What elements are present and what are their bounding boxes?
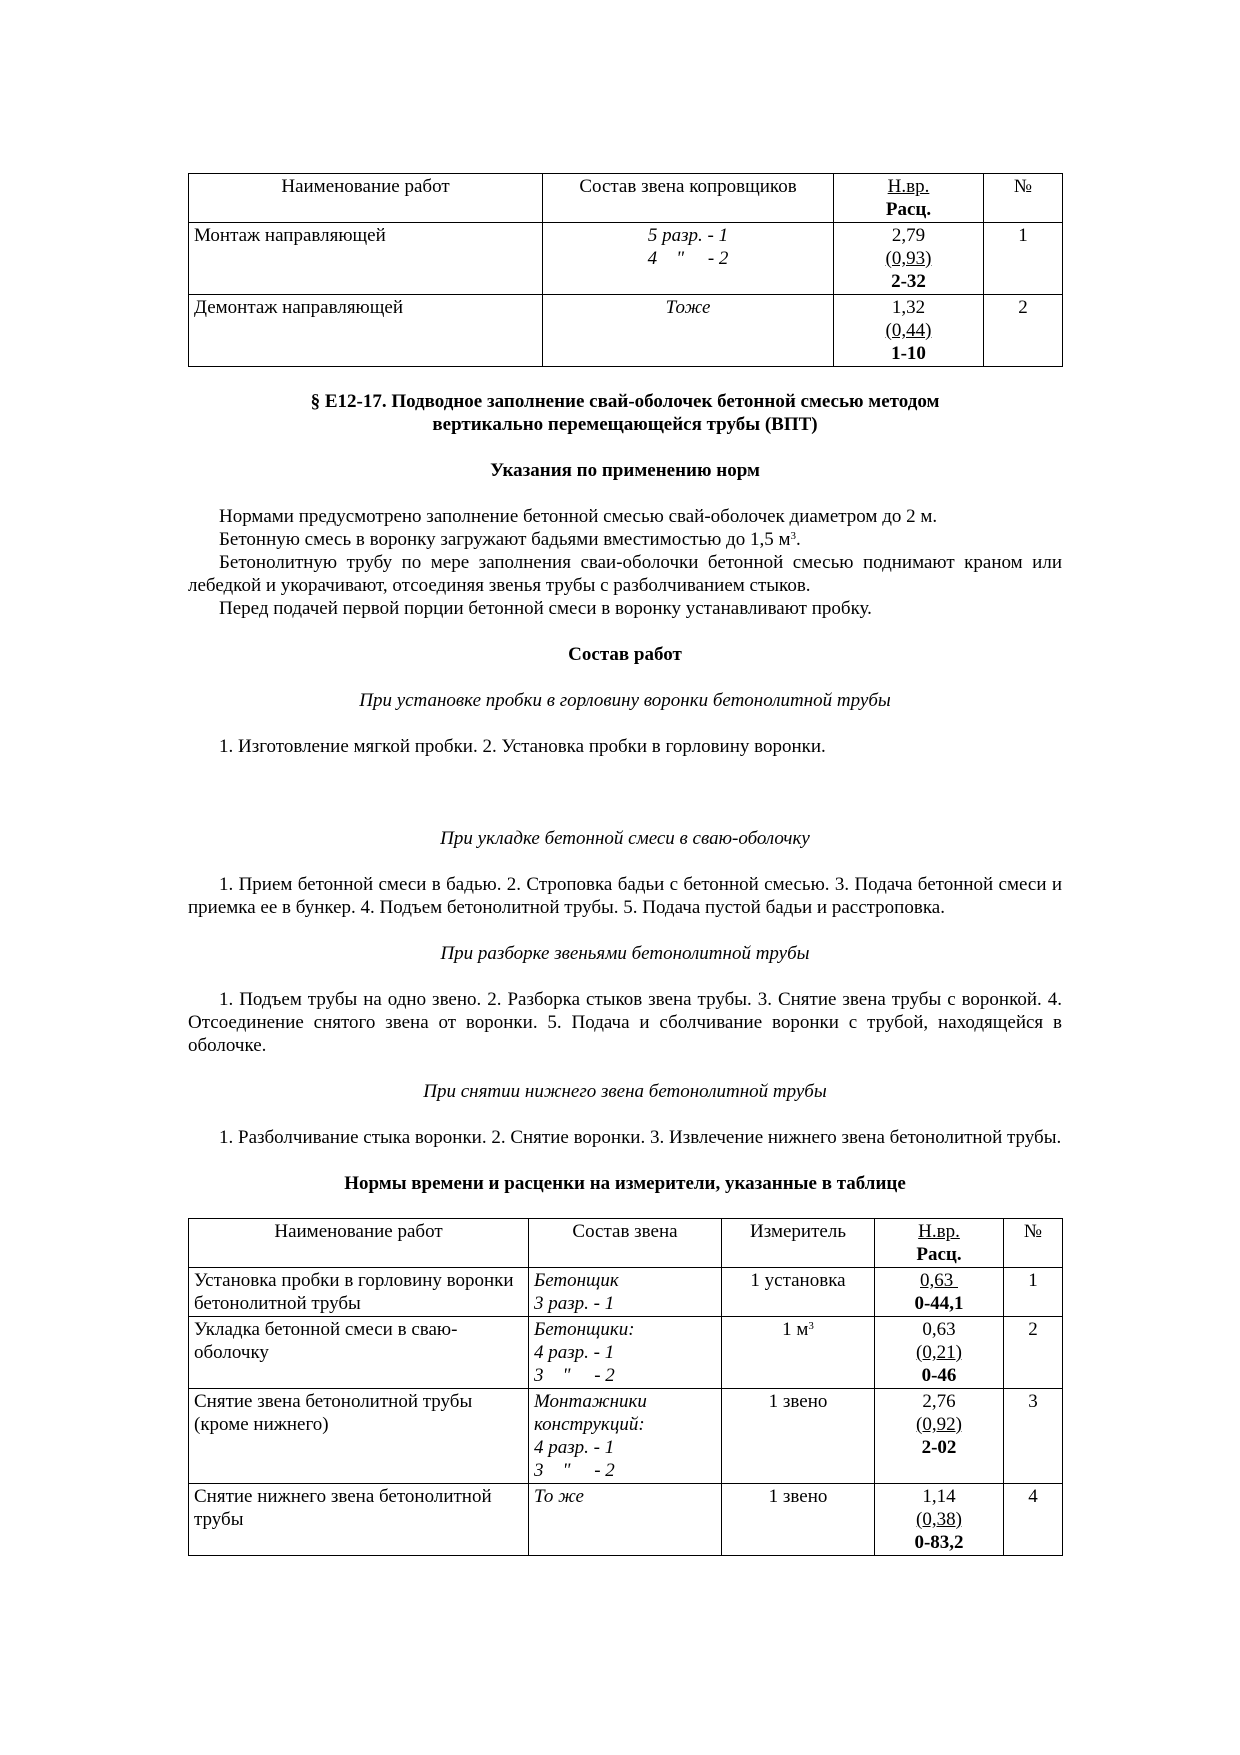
norm-paren: (0,93) [885, 248, 932, 269]
header-crew: Состав звена [529, 1219, 722, 1268]
norm-value: 2,79 [891, 225, 926, 246]
crew-line: 4 " - 2 [647, 248, 729, 269]
rate-value: 0-44,1 [914, 1293, 964, 1314]
instruction-paragraph: Бетонолитную трубу по мере заполнения сваи-оболочки бетонной смесью поднимают краном или лебедкой и укорачивают, отсоединяя звенья трубы с разболчиванием стыков. [188, 552, 1062, 596]
header-unit: Измеритель [722, 1219, 875, 1268]
table-row [189, 1389, 1063, 1484]
work-subtitle: При укладке бетонной смеси в сваю-оболочку [440, 828, 810, 849]
header-rate: Расц. [885, 199, 932, 220]
rate-value: 1-10 [891, 343, 926, 364]
crew-line: Тоже [665, 297, 711, 318]
work-steps: 1. Прием бетонной смеси в бадью. 2. Строповка бадьи с бетонной смесью. 3. Подача бетонной смеси и приемка ее в бункер. 4. Подъем бетонолитной трубы. 5. Подача пустой бадьи и расстроповка. [188, 874, 1062, 918]
row-norm [834, 223, 984, 295]
instruction-text-end: . [796, 529, 801, 550]
norm-value: 0,63 [920, 1270, 958, 1291]
header-name: Наименование работ [189, 174, 543, 223]
section-title [188, 390, 1062, 436]
norm-paren: (0,92) [916, 1414, 962, 1435]
header-number: № [1004, 1219, 1063, 1268]
row-name: Снятие нижнего звена бетонолитной трубы [189, 1484, 529, 1556]
header-rate: Расц. [916, 1244, 962, 1265]
superscript: 3 [790, 530, 796, 542]
header-name: Наименование работ [189, 1219, 529, 1268]
work-steps: 1. Разболчивание стыка воронки. 2. Снятие воронки. 3. Извлечение нижнего звена бетонолитной трубы. [219, 1127, 1062, 1148]
works-heading: Состав работ [568, 644, 682, 665]
superscript: 3 [808, 1320, 814, 1332]
header-norm [875, 1219, 1004, 1268]
crew-line: Бетонщик [534, 1270, 619, 1291]
header-norm-time: Н.вр. [918, 1221, 960, 1242]
row-name: Монтаж направляющей [189, 223, 543, 295]
row-crew [529, 1268, 722, 1317]
document-page [188, 173, 1062, 1556]
row-name: Демонтаж направляющей [189, 295, 543, 367]
row-name: Установка пробки в горловину воронки бетонолитной трубы [189, 1268, 529, 1317]
row-number: 2 [1004, 1317, 1063, 1389]
row-crew [529, 1317, 722, 1389]
crew-norms-table [188, 173, 1063, 367]
row-unit [722, 1484, 875, 1556]
row-unit [722, 1317, 875, 1389]
table-row [189, 1317, 1063, 1389]
crew-line: 4 разр. - 1 [534, 1342, 615, 1363]
work-steps: 1. Изготовление мягкой пробки. 2. Установка пробки в горловину воронки. [219, 736, 826, 757]
crew-line: 4 разр. - 1 [534, 1437, 615, 1458]
work-subtitle: При снятии нижнего звена бетонолитной трубы [423, 1081, 827, 1102]
row-number: 4 [1004, 1484, 1063, 1556]
work-subtitle: При установке пробки в горловину воронки бетонолитной трубы [359, 690, 891, 711]
norms-heading: Нормы времени и расценки на измерители, указанные в таблице [344, 1173, 906, 1194]
row-number: 2 [984, 295, 1063, 367]
row-crew [543, 223, 834, 295]
crew-line: 3 " - 2 [534, 1365, 615, 1386]
rate-value: 2-02 [921, 1437, 957, 1458]
row-norm [875, 1389, 1004, 1484]
row-name: Укладка бетонной смеси в сваю-оболочку [189, 1317, 529, 1389]
rate-value: 2-32 [891, 271, 926, 292]
row-norm [875, 1484, 1004, 1556]
rate-value: 0-83,2 [914, 1532, 964, 1553]
instruction-paragraph: Перед подачей первой порции бетонной смеси в воронку устанавливают пробку. [219, 598, 872, 619]
instruction-paragraph: Нормами предусмотрено заполнение бетонной смесью свай-оболочек диаметром до 2 м. [219, 506, 938, 527]
row-number: 1 [1004, 1268, 1063, 1317]
unit-text: 1 м [782, 1319, 809, 1340]
instructions-block [188, 505, 1062, 620]
norm-value: 2,76 [922, 1391, 956, 1412]
table-row [189, 223, 1063, 295]
header-norm [834, 174, 984, 223]
row-number: 1 [984, 223, 1063, 295]
unit-text: 1 звено [768, 1486, 828, 1507]
header-number: № [984, 174, 1063, 223]
row-norm [875, 1317, 1004, 1389]
crew-line: 3 " - 2 [534, 1460, 615, 1481]
crew-line: Бетонщики: [534, 1319, 635, 1340]
norm-value: 0,63 [922, 1319, 956, 1340]
crew-line: То же [534, 1486, 584, 1507]
row-unit [722, 1389, 875, 1484]
row-number: 3 [1004, 1389, 1063, 1484]
row-crew [529, 1389, 722, 1484]
instruction-text: Бетонную смесь в воронку загружают бадьями вместимостью до 1,5 м [219, 529, 791, 550]
row-crew [529, 1484, 722, 1556]
table-row [189, 1484, 1063, 1556]
header-crew: Состав звена копровщиков [543, 174, 834, 223]
section-title-line: § Е12-17. Подводное заполнение свай-оболочек бетонной смесью методом [310, 391, 940, 412]
table-header-row [189, 1219, 1063, 1268]
crew-line: Монтажники [534, 1391, 647, 1412]
work-subtitle: При разборке звеньями бетонолитной трубы [440, 943, 810, 964]
norm-paren: (0,21) [916, 1342, 962, 1363]
table-header-row [189, 174, 1063, 223]
norm-paren: (0,44) [885, 320, 932, 341]
norm-paren: (0,38) [916, 1509, 962, 1530]
table-row [189, 1268, 1063, 1317]
instructions-heading: Указания по применению норм [490, 460, 760, 481]
rate-value: 0-46 [921, 1365, 957, 1386]
row-name: Снятие звена бетонолитной трубы (кроме нижнего) [189, 1389, 529, 1484]
table-row [189, 295, 1063, 367]
section-title-line: вертикально перемещающейся трубы (ВПТ) [432, 414, 818, 435]
time-norms-table [188, 1218, 1063, 1556]
header-norm-time: Н.вр. [887, 176, 930, 197]
crew-line: конструкций: [534, 1414, 645, 1435]
row-norm [834, 295, 984, 367]
norm-value: 1,14 [922, 1486, 956, 1507]
row-unit [722, 1268, 875, 1317]
unit-text: 1 звено [768, 1391, 828, 1412]
work-steps: 1. Подъем трубы на одно звено. 2. Разборка стыков звена трубы. 3. Снятие звена трубы с воронкой. 4. Отсоединение снятого звена от воронки. 5. Подача и сболчивание воронки с трубой, находящейся в оболочке. [188, 989, 1062, 1056]
crew-line: 3 разр. - 1 [534, 1293, 615, 1314]
instruction-paragraph [188, 528, 1062, 551]
row-crew [543, 295, 834, 367]
unit-text: 1 установка [750, 1270, 846, 1291]
crew-line: 5 разр. - 1 [647, 225, 729, 246]
norm-value: 1,32 [891, 297, 926, 318]
row-norm [875, 1268, 1004, 1317]
